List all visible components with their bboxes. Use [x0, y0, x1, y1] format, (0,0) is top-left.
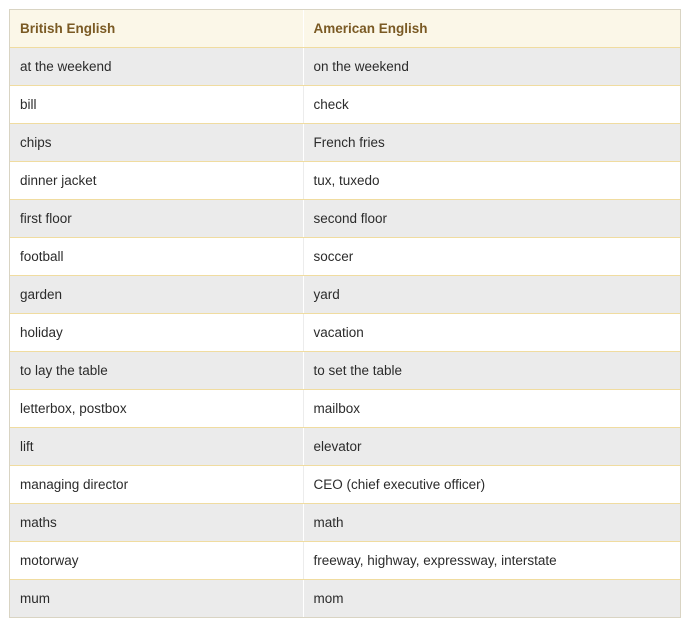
british-term-cell: chips [10, 124, 303, 162]
table-body [10, 48, 680, 618]
british-term-cell: letterbox, postbox [10, 390, 303, 428]
british-term-cell: football [10, 238, 303, 276]
american-term-cell: mom [303, 580, 680, 618]
column-header-british: British English [10, 10, 303, 48]
table-row [10, 314, 680, 352]
american-term-cell: freeway, highway, expressway, interstate [303, 542, 680, 580]
british-term-cell: dinner jacket [10, 162, 303, 200]
table-row [10, 48, 680, 86]
table-row [10, 200, 680, 238]
american-term-cell: on the weekend [303, 48, 680, 86]
british-term-cell: managing director [10, 466, 303, 504]
american-term-cell: French fries [303, 124, 680, 162]
table-row [10, 124, 680, 162]
british-term-cell: holiday [10, 314, 303, 352]
british-term-cell: garden [10, 276, 303, 314]
table-row [10, 162, 680, 200]
american-term-cell: second floor [303, 200, 680, 238]
table-row [10, 428, 680, 466]
vocabulary-table [10, 10, 680, 617]
table-row [10, 466, 680, 504]
table-row [10, 276, 680, 314]
british-term-cell: to lay the table [10, 352, 303, 390]
british-term-cell: bill [10, 86, 303, 124]
vocabulary-table-container [9, 9, 681, 618]
british-term-cell: at the weekend [10, 48, 303, 86]
british-term-cell: motorway [10, 542, 303, 580]
american-term-cell: mailbox [303, 390, 680, 428]
header-row [10, 10, 680, 48]
american-term-cell: check [303, 86, 680, 124]
british-term-cell: mum [10, 580, 303, 618]
british-term-cell: maths [10, 504, 303, 542]
american-term-cell: vacation [303, 314, 680, 352]
american-term-cell: to set the table [303, 352, 680, 390]
table-row [10, 390, 680, 428]
table-row [10, 238, 680, 276]
table-row [10, 542, 680, 580]
american-term-cell: soccer [303, 238, 680, 276]
table-header [10, 10, 680, 48]
american-term-cell: tux, tuxedo [303, 162, 680, 200]
table-row [10, 580, 680, 618]
american-term-cell: math [303, 504, 680, 542]
table-row [10, 86, 680, 124]
british-term-cell: first floor [10, 200, 303, 238]
table-row [10, 504, 680, 542]
british-term-cell: lift [10, 428, 303, 466]
american-term-cell: yard [303, 276, 680, 314]
column-header-american: American English [303, 10, 680, 48]
table-row [10, 352, 680, 390]
american-term-cell: CEO (chief executive officer) [303, 466, 680, 504]
american-term-cell: elevator [303, 428, 680, 466]
